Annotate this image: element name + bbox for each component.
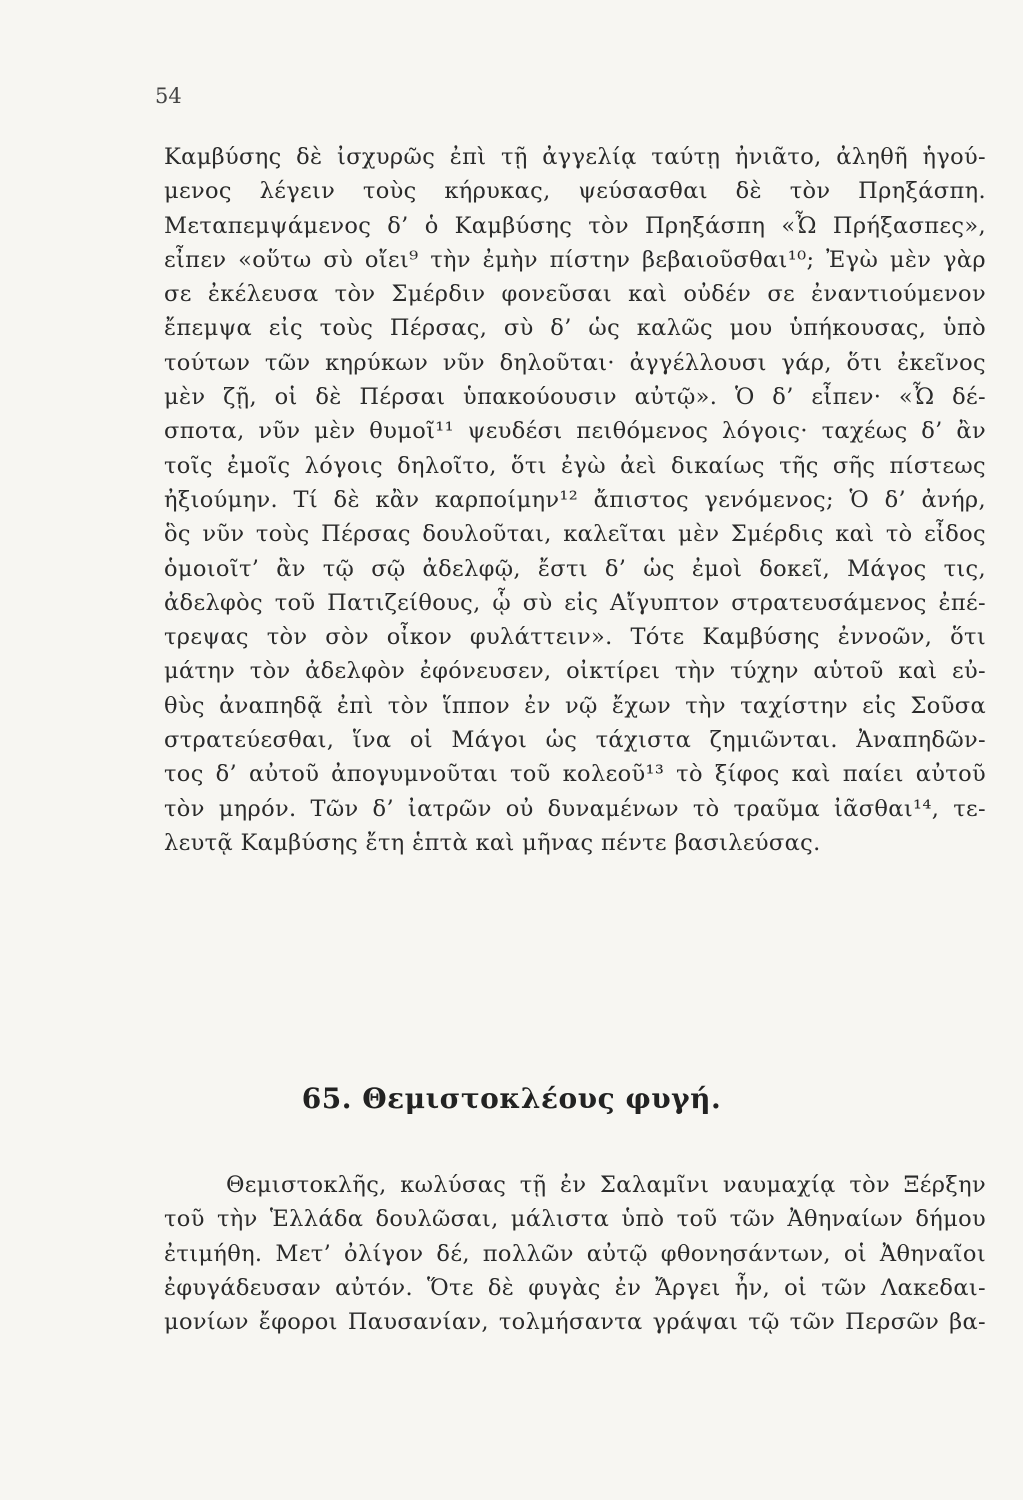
text-line: ἐφυγάδευσαν αὐτόν. Ὅτε δὲ φυγὰς ἐν Ἄργει ἦν, οἱ τῶν Λακεδαι-: [164, 1274, 986, 1301]
text-line: ἐτιμήθη. Μετ’ ὀλίγον δέ, πολλῶν αὐτῷ φθονησάντων, οἱ Ἀθηναῖοι: [164, 1240, 986, 1267]
text-line: θὺς ἀναπηδᾷ ἐπὶ τὸν ἵππον ἐν νῷ ἔχων τὴν ταχίστην εἰς Σοῦσα: [164, 692, 986, 719]
text-line: ἔπεμψα εἰς τοὺς Πέρσας, σὺ δ’ ὡς καλῶς μου ὑπήκουσας, ὑπὸ: [164, 315, 986, 342]
text-line: τὸν μηρόν. Τῶν δ’ ἰατρῶν οὐ δυναμένων τὸ τραῦμα ἰᾶσθαι¹⁴, τε-: [164, 795, 986, 822]
text-line: Καμβύσης δὲ ἰσχυρῶς ἐπὶ τῇ ἀγγελίᾳ ταύτῃ ἠνιᾶτο, ἀληθῆ ἡγού-: [164, 144, 986, 170]
text-line: Θεμιστοκλῆς, κωλύσας τῇ ἐν Σαλαμῖνι ναυμαχίᾳ τὸν Ξέρξην: [226, 1172, 986, 1198]
text-line: τος δ’ αὐτοῦ ἀπογυμνοῦται τοῦ κολεοῦ¹³ τὸ ξίφος καὶ παίει αὐτοῦ: [164, 761, 986, 788]
text-line: εἶπεν «οὕτω σὺ οἴει⁹ τὴν ἐμὴν πίστην βεβαιοῦσθαι¹⁰; Ἐγὼ μὲν γὰρ: [164, 246, 986, 273]
text-line: σε ἐκέλευσα τὸν Σμέρδιν φονεῦσαι καὶ οὐδέν σε ἐναντιούμενον: [164, 281, 986, 308]
section-65-text: [164, 1168, 986, 1339]
text-line: τοῦ τὴν Ἑλλάδα δουλῶσαι, μάλιστα ὑπὸ τοῦ τῶν Ἀθηναίων δήμου: [164, 1206, 986, 1233]
text-line: στρατεύεσθαι, ἵνα οἱ Μάγοι ὡς τάχιστα ζημιῶνται. Ἀναπηδῶν-: [164, 727, 986, 754]
text-line: μάτην τὸν ἀδελφὸν ἐφόνευσεν, οἰκτίρει τὴν τύχην αὑτοῦ καὶ εὐ-: [164, 658, 986, 685]
text-line: ὃς νῦν τοὺς Πέρσας δουλοῦται, καλεῖται μὲν Σμέρδις καὶ τὸ εἶδος: [164, 521, 986, 548]
text-line: τρεψας τὸν σὸν οἶκον φυλάττειν». Τότε Καμβύσης ἐννοῶν, ὅτι: [164, 624, 986, 651]
chapter-64-text: [164, 140, 986, 860]
section-heading: 65. Θεμιστοκλέους φυγή.: [301, 1082, 722, 1115]
text-line: ἠξιούμην. Τί δὲ κἂν καρποίμην¹² ἄπιστος γενόμενος; Ὁ δ’ ἀνήρ,: [164, 486, 986, 513]
text-line: μὲν ζῇ, οἱ δὲ Πέρσαι ὑπακούουσιν αὐτῷ». Ὁ δ’ εἶπεν· «Ὦ δέ-: [164, 384, 986, 411]
text-line: τοῖς ἐμοῖς λόγοις δηλοῖτο, ὅτι ἐγὼ ἀεὶ δικαίως τῆς σῆς πίστεως: [164, 452, 986, 479]
text-line: λευτᾷ Καμβύσης ἔτη ἑπτὰ καὶ μῆνας πέντε βασιλεύσας.: [164, 829, 821, 856]
text-line: τούτων τῶν κηρύκων νῦν δηλοῦται· ἀγγέλλουσι γάρ, ὅτι ἐκεῖνος: [164, 349, 986, 376]
page-number: 54: [155, 84, 182, 108]
text-line: μενος λέγειν τοὺς κήρυκας, ψεύσασθαι δὲ τὸν Πρηξάσπη.: [164, 178, 986, 205]
text-line: Μεταπεμψάμενος δ’ ὁ Καμβύσης τὸν Πρηξάσπη «Ὦ Πρήξασπες»,: [164, 212, 986, 239]
text-line: μονίων ἔφοροι Παυσανίαν, τολμήσαντα γράψαι τῷ τῶν Περσῶν βα-: [164, 1309, 986, 1336]
text-line: ὁμοιοῖτ’ ἂν τῷ σῷ ἀδελφῷ, ἔστι δ’ ὡς ἐμοὶ δοκεῖ, Μάγος τις,: [164, 555, 986, 582]
text-line: ἀδελφὸς τοῦ Πατιζείθους, ᾧ σὺ εἰς Αἴγυπτον στρατευσάμενος ἐπέ-: [164, 589, 986, 616]
text-line: σποτα, νῦν μὲν θυμοῖ¹¹ ψευδέσι πειθόμενος λόγοις· ταχέως δ’ ἂν: [164, 418, 986, 445]
